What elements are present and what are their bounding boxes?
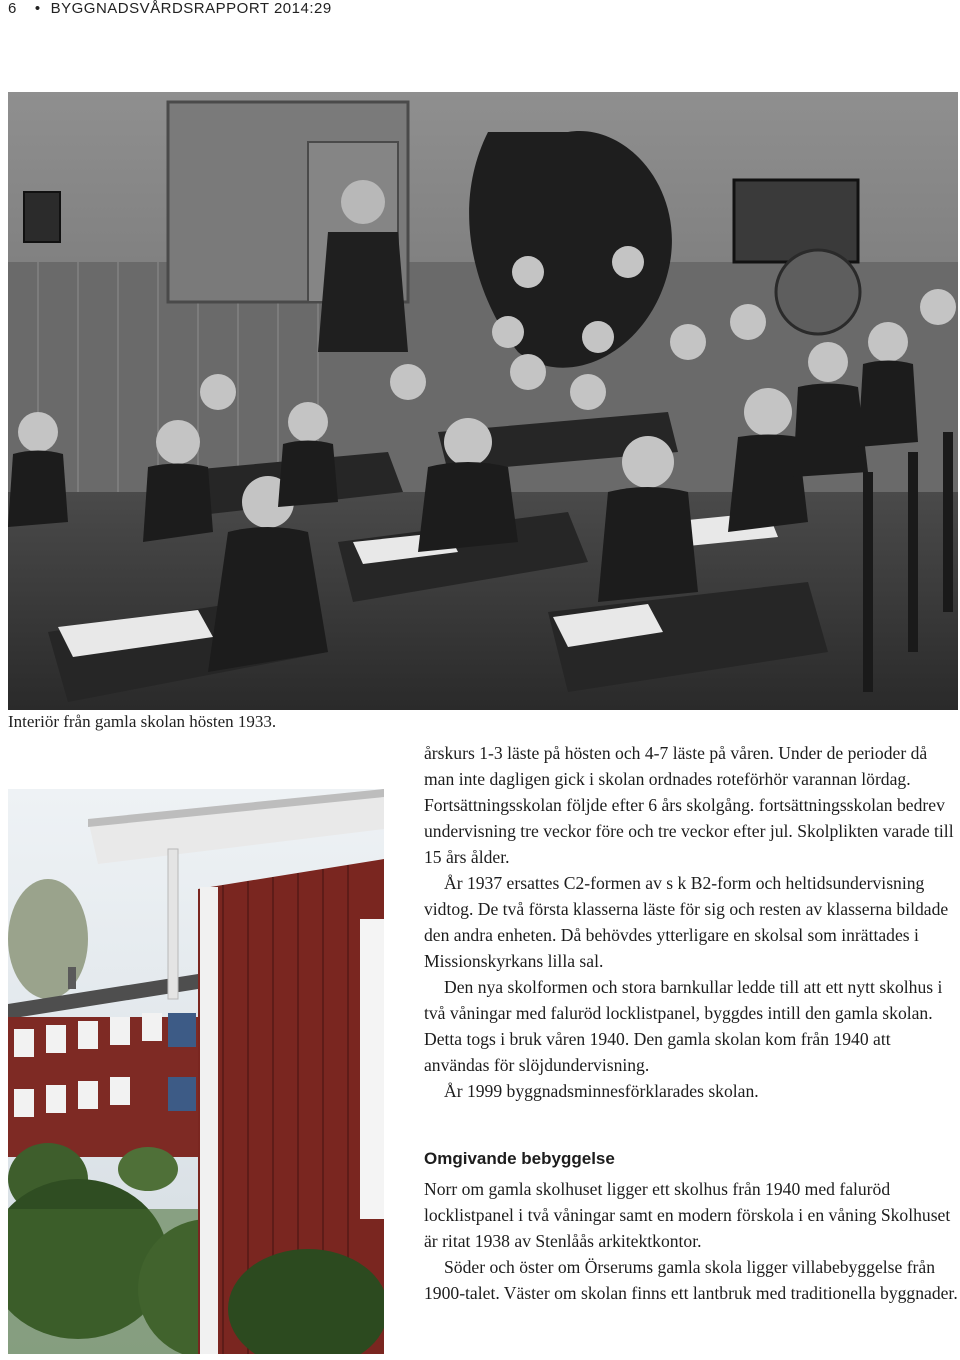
header-bullet: • [34, 0, 41, 17]
school-building-photo [8, 789, 384, 1354]
article-text-top [424, 740, 960, 1104]
paragraph: Söder och öster om Örserums gamla skola ligger villabebyggelse från 1900-talet. Väster om skolan finns ett lantbruk med traditionella byggnader. [424, 1257, 958, 1303]
paragraph: År 1999 byggnadsminnesförklarades skolan. [444, 1081, 759, 1101]
classroom-photo-caption: Interiör från gamla skolan hösten 1933. [8, 712, 277, 731]
paragraph: Den nya skolformen och stora barnkullar ledde till att ett nytt skolhus i två våningar med faluröd locklistpanel, byggdes intill den gamla skolan. Detta togs i bruk våren 1940. Den gamla skolan kom från 1940 att användas för slöjdundervisning. [424, 977, 943, 1075]
school-building-photo-illustration [8, 789, 384, 1354]
paragraph: årskurs 1-3 läste på hösten och 4-7 läste på våren. Under de perioder då man inte dagligen gick i skolan ordnades roteförhör varannan lördag. Fortsättningsskolan följde efter 6 års skolgång. fortsättningsskolan bedrev undervisning tre veckor före och tre veckor efter jul. Skolplikten varade till 15 års ålder. [424, 743, 954, 867]
classroom-photo-illustration [8, 92, 958, 710]
page-number: 6 [8, 0, 17, 17]
paragraph: Norr om gamla skolhuset ligger ett skolhus från 1940 med faluröd locklistpanel i två våningar samt en modern förskola i en våning Skolhuset är ritat 1938 av Stenlåås arkitektkontor. [424, 1179, 951, 1251]
running-header [8, 0, 332, 17]
paragraph: År 1937 ersattes C2-formen av s k B2-form och heltidsundervisning vidtog. De två första klasserna läste för sig och resten av klasserna bildade den andra enheten. Då behövdes ytterligare en skolsal som inrättades i Missionskyrkans lilla sal. [424, 873, 949, 971]
section-heading: Omgivande bebyggelse [424, 1149, 615, 1168]
publication-title: BYGGNADSVÅRDSRAPPORT 2014:29 [50, 0, 332, 17]
surroundings-section [424, 1146, 960, 1306]
classroom-photo [8, 92, 958, 710]
